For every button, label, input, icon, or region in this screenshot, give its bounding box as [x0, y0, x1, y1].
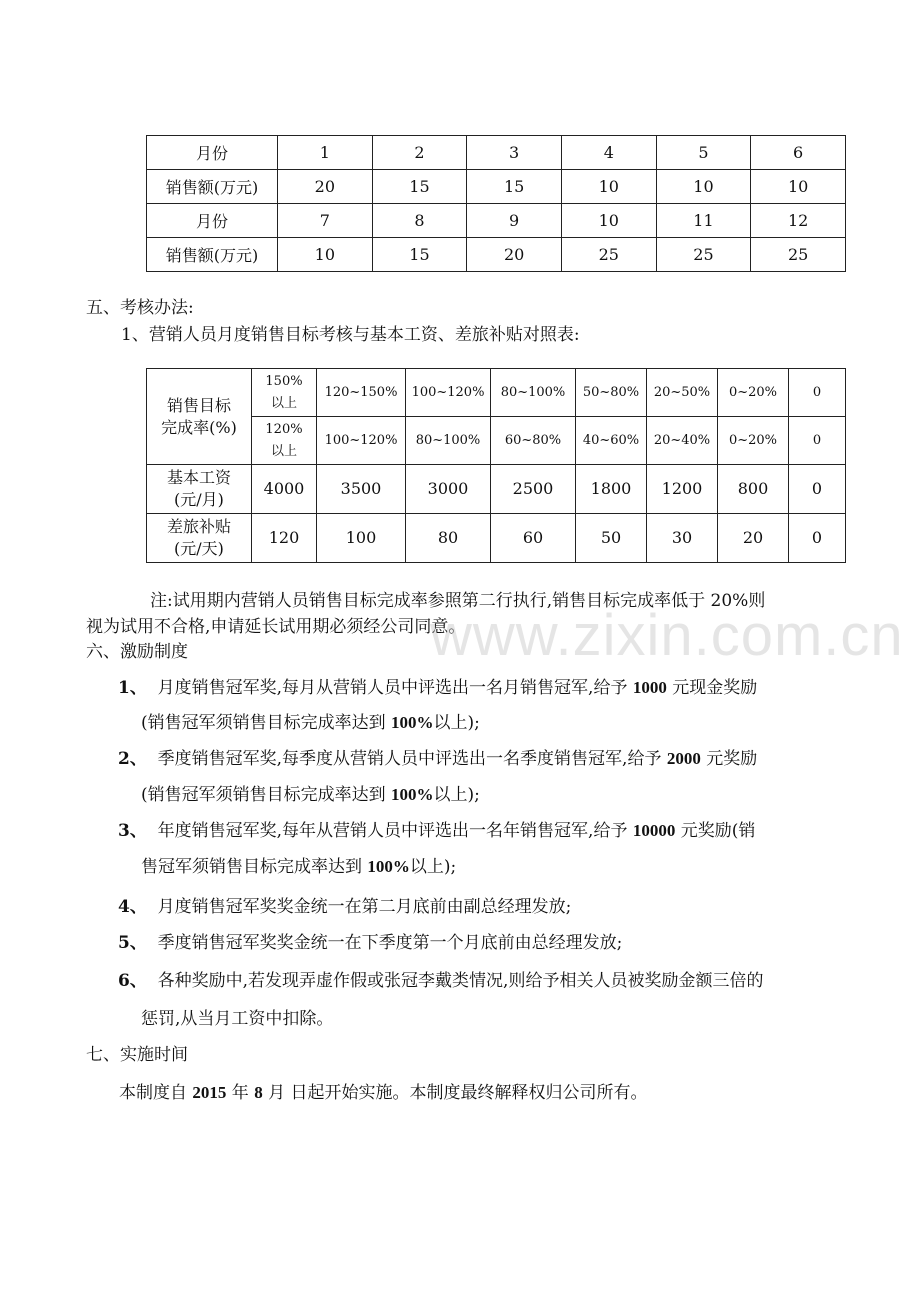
item-text: 以上);	[433, 713, 480, 733]
table-row	[147, 204, 846, 238]
month-value: 8	[254, 1083, 263, 1102]
list-item	[118, 896, 571, 918]
item-number: 1、	[118, 678, 147, 698]
table-cell: 10	[751, 170, 846, 204]
table-cell: 销售额(万元)	[147, 170, 278, 204]
table-cell: 6	[751, 136, 846, 170]
item-text: 以上);	[409, 857, 457, 877]
table-row	[147, 238, 846, 272]
table-cell: 20~40%	[647, 417, 718, 465]
item-text: 季度销售冠军奖奖金统一在下季度第一个月底前由总经理发放;	[157, 933, 623, 953]
table-cell: 7	[278, 204, 373, 238]
table-cell: 15	[372, 170, 467, 204]
list-item	[118, 677, 757, 699]
table-cell: 月份	[147, 204, 278, 238]
table-cell: 80	[406, 514, 491, 563]
table-cell: 3500	[317, 465, 406, 514]
item-number: 2、	[118, 749, 147, 769]
item-amount: 100%	[391, 785, 434, 804]
table-cell: 30	[647, 514, 718, 563]
cell-line: 以上	[270, 395, 297, 411]
item-text: (销售冠军须销售目标完成率达到	[141, 713, 392, 733]
table-cell: 1800	[576, 465, 647, 514]
list-item	[118, 820, 755, 842]
text-segment: 本制度自	[119, 1083, 193, 1103]
travel-label-line1: 差旅补贴	[166, 517, 231, 536]
item-amount: 100%	[391, 713, 434, 732]
cell-line: 150%	[265, 373, 303, 389]
table-cell: 15	[467, 170, 562, 204]
table-cell: 20~50%	[647, 369, 718, 417]
list-item	[118, 932, 622, 954]
list-item-cont	[141, 712, 480, 734]
table-cell: 4	[561, 136, 656, 170]
table-cell: 4000	[252, 465, 317, 514]
table-cell: 20	[278, 170, 373, 204]
item-text: 元奖励	[700, 749, 758, 769]
travel-label-line2: (元/天)	[174, 539, 224, 558]
table-cell: 10	[561, 170, 656, 204]
table-cell: 1	[278, 136, 373, 170]
list-item-cont	[141, 1008, 333, 1030]
table-cell: 60~80%	[491, 417, 576, 465]
table-cell: 60	[491, 514, 576, 563]
table-cell: 120	[252, 514, 317, 563]
table-cell: 80~100%	[406, 417, 491, 465]
table-cell: 10	[656, 170, 751, 204]
note-line2: 视为试用不合格,申请延长试用期必须经公司同意。	[86, 617, 466, 637]
table-cell: 80~100%	[491, 369, 576, 417]
salary-label-line1: 基本工资	[166, 468, 231, 487]
section7-heading: 七、实施时间	[86, 1045, 188, 1065]
item-text: 售冠军须销售目标完成率达到	[141, 857, 368, 877]
rate-label-cell	[147, 369, 252, 465]
table-cell: 1200	[647, 465, 718, 514]
item-amount: 10000	[632, 821, 676, 840]
table-cell: 100~120%	[317, 417, 406, 465]
rate-label-line2: 完成率(%)	[161, 417, 237, 437]
table-cell: 25	[751, 238, 846, 272]
item-text: 以上);	[433, 785, 480, 805]
table-row	[147, 369, 846, 417]
section7-text	[119, 1082, 648, 1104]
monthly-sales-table	[146, 135, 846, 272]
item-text: 月度销售冠军奖,每月从营销人员中评选出一名月销售冠军,给予	[157, 678, 633, 698]
salary-label-line2: (元/月)	[174, 490, 224, 509]
item-text: 惩罚,从当月工资中扣除。	[141, 1009, 334, 1029]
text-segment: 月 日起开始实施。本制度最终解释权归公司所有。	[262, 1083, 648, 1103]
assessment-table	[146, 368, 846, 563]
rate-label-line1: 销售目标	[166, 395, 231, 415]
table-cell: 100~120%	[406, 369, 491, 417]
table-cell	[252, 417, 317, 465]
table-cell: 月份	[147, 136, 278, 170]
table-cell: 0	[789, 417, 846, 465]
table-cell: 0	[789, 514, 846, 563]
salary-label-cell	[147, 465, 252, 514]
list-item	[118, 970, 763, 992]
item-text: 各种奖励中,若发现弄虚作假或张冠李戴类情况,则给予相关人员被奖励金额三倍的	[157, 971, 764, 991]
section5-heading: 五、考核办法:	[86, 298, 194, 318]
item-text: 元现金奖励	[666, 678, 758, 698]
table-cell: 20	[467, 238, 562, 272]
table-cell: 0~20%	[718, 417, 789, 465]
table-cell: 0~20%	[718, 369, 789, 417]
table-cell: 10	[278, 238, 373, 272]
watermark: www.zixin.com.cn	[430, 603, 904, 668]
note-line1: 注:试用期内营销人员销售目标完成率参照第二行执行,销售目标完成率低于 20%则	[150, 591, 766, 611]
table-row	[147, 136, 846, 170]
table-cell: 12	[751, 204, 846, 238]
year-value: 2015	[192, 1083, 227, 1102]
table-cell: 50	[576, 514, 647, 563]
table-cell	[252, 369, 317, 417]
table-cell: 100	[317, 514, 406, 563]
table-cell: 0	[789, 369, 846, 417]
table-cell: 120~150%	[317, 369, 406, 417]
item-number: 3、	[118, 821, 147, 841]
item-amount: 100%	[367, 857, 410, 876]
travel-label-cell	[147, 514, 252, 563]
item-text: (销售冠军须销售目标完成率达到	[141, 785, 392, 805]
table-cell: 3000	[406, 465, 491, 514]
table-cell: 800	[718, 465, 789, 514]
item-text: 元奖励(销	[675, 821, 756, 841]
table-cell: 2500	[491, 465, 576, 514]
item-text: 年度销售冠军奖,每年从营销人员中评选出一名年销售冠军,给予	[157, 821, 633, 841]
table-cell: 3	[467, 136, 562, 170]
section6-heading: 六、激励制度	[86, 642, 188, 662]
table-cell: 25	[561, 238, 656, 272]
item-number: 4、	[118, 897, 147, 917]
table-cell: 40~60%	[576, 417, 647, 465]
table-row	[147, 514, 846, 563]
cell-line: 120%	[265, 421, 303, 437]
table-cell: 5	[656, 136, 751, 170]
item-number: 5、	[118, 933, 147, 953]
table-cell: 2	[372, 136, 467, 170]
table-cell: 20	[718, 514, 789, 563]
table-cell: 10	[561, 204, 656, 238]
list-item-cont	[141, 856, 456, 878]
table-cell: 50~80%	[576, 369, 647, 417]
item-amount: 1000	[632, 678, 667, 697]
table-row	[147, 170, 846, 204]
table-row	[147, 417, 846, 465]
table-cell: 11	[656, 204, 751, 238]
list-item-cont	[141, 784, 480, 806]
table-cell: 9	[467, 204, 562, 238]
item-text: 季度销售冠军奖,每季度从营销人员中评选出一名季度销售冠军,给予	[157, 749, 667, 769]
item-text: 月度销售冠军奖奖金统一在第二月底前由副总经理发放;	[157, 897, 572, 917]
table-cell: 销售额(万元)	[147, 238, 278, 272]
section5-item1: 1、营销人员月度销售目标考核与基本工资、差旅补贴对照表:	[121, 325, 580, 345]
text-segment: 年	[226, 1083, 255, 1103]
table-cell: 15	[372, 238, 467, 272]
table-cell: 8	[372, 204, 467, 238]
item-number: 6、	[118, 971, 147, 991]
table-cell: 25	[656, 238, 751, 272]
item-amount: 2000	[666, 749, 701, 768]
list-item	[118, 748, 757, 770]
cell-line: 以上	[270, 443, 297, 459]
table-row	[147, 465, 846, 514]
table-cell: 0	[789, 465, 846, 514]
